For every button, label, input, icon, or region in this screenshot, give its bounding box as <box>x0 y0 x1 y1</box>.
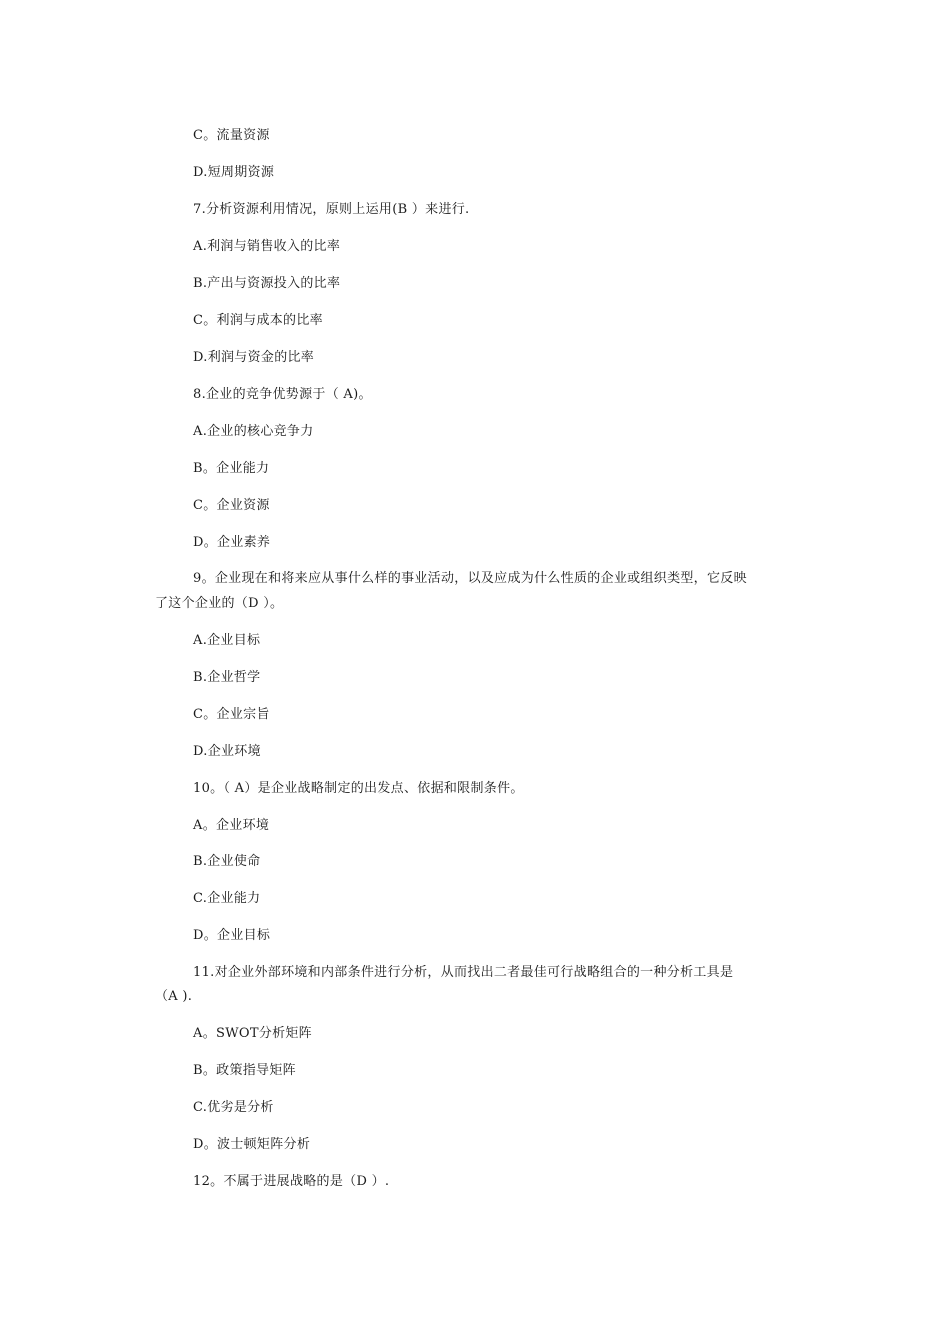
q9-option-b: B.企业哲学 <box>193 670 261 685</box>
question-12: 12。不属于进展战略的是（D ）. <box>193 1174 390 1189</box>
q9-option-a: A.企业目标 <box>193 633 261 648</box>
q10-option-b: B.企业使命 <box>193 854 261 869</box>
question-9-line-1: 9。企业现在和将来应从事什么样的事业活动，以及应成为什么性质的企业或组织类型，它反映 <box>193 571 747 586</box>
q7-option-c: C。利润与成本的比率 <box>193 313 323 328</box>
q8-option-d: D。企业素养 <box>193 535 271 550</box>
question-10: 10。（ A）是企业战略制定的出发点、依据和限制条件。 <box>193 781 524 796</box>
q10-option-a: A。企业环境 <box>193 818 270 833</box>
q11-option-b: B。政策指导矩阵 <box>193 1063 296 1078</box>
question-11-line-2: （A ). <box>155 989 193 1004</box>
q8-option-a: A.企业的核心竞争力 <box>193 424 314 439</box>
q7-option-a: A.利润与销售收入的比率 <box>193 239 341 254</box>
q7-option-b: B.产出与资源投入的比率 <box>193 276 341 291</box>
q9-option-c: C。企业宗旨 <box>193 707 270 722</box>
q10-option-c: C.企业能力 <box>193 891 261 906</box>
question-11-line-1: 11.对企业外部环境和内部条件进行分析，从而找出二者最佳可行战略组合的一种分析工具是 <box>193 965 734 980</box>
q8-option-b: B。企业能力 <box>193 461 270 476</box>
question-9-line-2: 了这个企业的（D ）。 <box>155 596 284 611</box>
option-d-short-cycle-resources: D.短周期资源 <box>193 165 275 180</box>
question-7: 7.分析资源利用情况，原则上运用(B ）来进行. <box>193 202 470 217</box>
question-8: 8.企业的竞争优势源于（ A)。 <box>193 387 372 402</box>
q11-option-d: D。波士顿矩阵分析 <box>193 1137 311 1152</box>
q11-option-c: C.优劣是分析 <box>193 1100 274 1115</box>
q10-option-d: D。企业目标 <box>193 928 271 943</box>
option-c-flow-resources: C。流量资源 <box>193 128 270 143</box>
q8-option-c: C。企业资源 <box>193 498 270 513</box>
q11-option-a: A。SWOT分析矩阵 <box>193 1026 312 1041</box>
q7-option-d: D.利润与资金的比率 <box>193 350 315 365</box>
q9-option-d: D.企业环境 <box>193 744 261 759</box>
